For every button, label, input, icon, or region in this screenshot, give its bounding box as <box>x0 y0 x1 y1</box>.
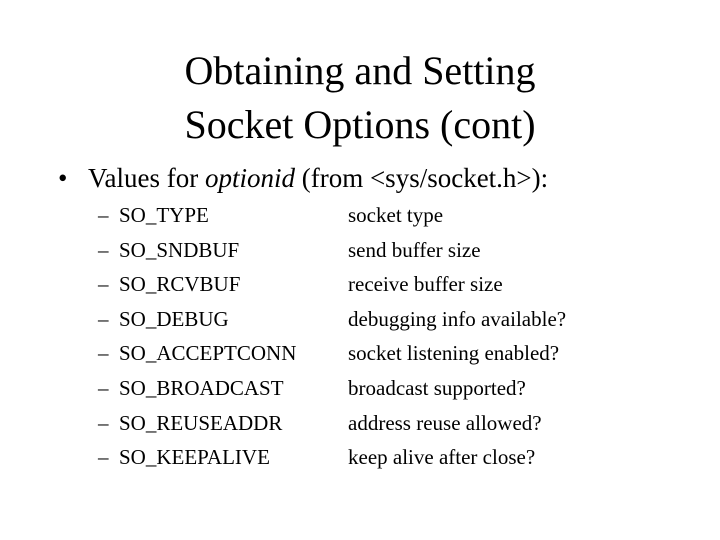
option-description: receive buffer size <box>348 272 503 297</box>
option-description: send buffer size <box>348 237 481 262</box>
option-name: SO_SNDBUF <box>119 237 240 262</box>
slide-title <box>0 44 720 152</box>
dash-icon: – <box>98 237 109 262</box>
option-description: debugging info available? <box>348 306 567 331</box>
dash-icon: – <box>98 445 109 470</box>
option-name: SO_TYPE <box>119 203 209 227</box>
main-bullet <box>58 160 548 196</box>
option-name: SO_ACCEPTCONN <box>119 341 297 366</box>
option-row <box>98 233 698 268</box>
dash-icon: – <box>98 341 109 366</box>
option-description: socket type <box>348 203 444 227</box>
option-row <box>98 406 698 441</box>
bullet-text-suffix: (from <sys/socket.h>): <box>294 163 549 193</box>
dash-icon: – <box>98 410 109 435</box>
option-description: keep alive after close? <box>348 445 536 470</box>
slide-title-line-1: Obtaining and Setting <box>184 48 536 93</box>
option-row <box>98 267 698 302</box>
option-row <box>98 198 698 233</box>
option-row <box>98 336 698 371</box>
bullet-text-emphasis: optionid <box>204 163 295 193</box>
bullet-icon: • <box>58 163 68 193</box>
dash-icon: – <box>98 375 109 400</box>
dash-icon: – <box>98 203 109 227</box>
option-row <box>98 440 698 475</box>
option-name: SO_KEEPALIVE <box>119 445 270 470</box>
option-row <box>98 302 698 337</box>
dash-icon: – <box>98 272 109 297</box>
bullet-text-prefix: Values for <box>88 163 205 193</box>
option-name: SO_REUSEADDR <box>119 410 283 435</box>
option-name: SO_BROADCAST <box>119 375 284 400</box>
option-name: SO_RCVBUF <box>119 272 241 297</box>
option-row <box>98 371 698 406</box>
option-description: socket listening enabled? <box>348 341 560 366</box>
dash-icon: – <box>98 306 109 331</box>
option-description: address reuse allowed? <box>348 410 542 435</box>
option-description: broadcast supported? <box>348 375 526 400</box>
option-name: SO_DEBUG <box>119 306 229 331</box>
socket-options-list <box>98 198 698 475</box>
slide-title-line-2: Socket Options (cont) <box>184 102 536 147</box>
